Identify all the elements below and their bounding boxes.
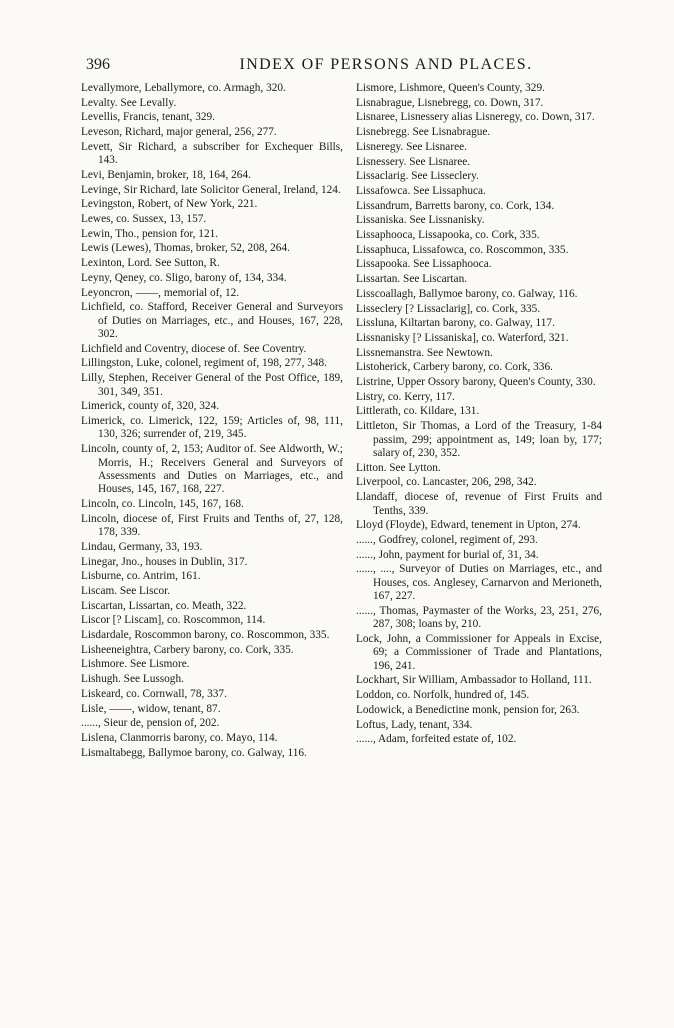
index-entry: Levalty. See Levally.	[81, 96, 177, 109]
index-entry: Lisnabrague, Lisnebregg, co. Down, 317.	[356, 96, 544, 109]
index-entry: Lissaphuca, Lissafowca, co. Roscommon, 335.	[356, 243, 569, 256]
index-entry: Loddon, co. Norfolk, hundred of, 145.	[356, 689, 530, 702]
index-entry: Lexinton, Lord. See Sutton, R.	[81, 257, 220, 270]
index-entry: Lilly, Stephen, Receiver General of the Post Office, 189, 301, 349, 351.	[81, 372, 343, 398]
index-entry: Lisscoallagh, Ballymoe barony, co. Galway, 116.	[356, 287, 578, 300]
index-entry: Lissandrum, Barretts barony, co. Cork, 134.	[356, 199, 555, 212]
index-entry: Lillingston, Luke, colonel, regiment of, 198, 277, 348.	[81, 357, 327, 370]
index-entry: Lewin, Tho., pension for, 121.	[81, 227, 219, 240]
index-entry: Littlerath, co. Kildare, 131.	[356, 405, 480, 418]
index-entry: Levellis, Francis, tenant, 329.	[81, 111, 215, 124]
index-entry: Lewis (Lewes), Thomas, broker, 52, 208, 264.	[81, 242, 290, 255]
index-entry: Lishmore. See Lismore.	[81, 658, 190, 671]
index-entry: Lismore, Lishmore, Queen's County, 329.	[356, 82, 545, 94]
index-entry: Lissaphooca, Lissapooka, co. Cork, 335.	[356, 229, 540, 242]
index-entry: Levallymore, Leballymore, co. Armagh, 320.	[81, 82, 286, 94]
index-entry: Lissafowca. See Lissaphuca.	[356, 184, 486, 197]
index-entry: Lisnessery. See Lisnaree.	[356, 155, 471, 168]
index-entry: Lishugh. See Lussogh.	[81, 673, 184, 686]
index-entry: Lodowick, a Benedictine monk, pension for, 263.	[356, 703, 580, 716]
index-entry: Lisnaree, Lisnessery alias Lisneregy, co. Down, 317.	[356, 111, 595, 124]
index-entry: Listrine, Upper Ossory barony, Queen's County, 330.	[356, 376, 596, 389]
index-entry: ......, ...., Surveyor of Duties on Marriages, etc., and Houses, cos. Anglesey, Carnarvon and Merioneth, 167, 227.	[356, 563, 602, 603]
index-entry: Listry, co. Kerry, 117.	[356, 390, 455, 403]
index-entry: Leveson, Richard, major general, 256, 277.	[81, 126, 277, 139]
index-entry: Lisle, ——, widow, tenant, 87.	[81, 702, 221, 715]
page-header	[86, 56, 606, 80]
index-entry: Lockhart, Sir William, Ambassador to Holland, 111.	[356, 674, 592, 687]
index-entry: Liskeard, co. Cornwall, 78, 337.	[81, 687, 227, 700]
index-entry: Liscartan, Lissartan, co. Meath, 322.	[81, 599, 247, 612]
index-entry: Lismaltabegg, Ballymoe barony, co. Galway, 116.	[81, 746, 307, 759]
index-entry: Lloyd (Floyde), Edward, tenement in Upton, 274.	[356, 519, 581, 532]
index-entry: Lichfield, co. Stafford, Receiver General and Surveyors of Duties on Marriages, etc., and Houses, 167, 228, 302.	[81, 301, 343, 341]
index-entry: Lissapooka. See Lissaphooca.	[356, 258, 492, 271]
index-entry: Lisnebregg. See Lisnabrague.	[356, 126, 491, 139]
index-entry: Limerick, co. Limerick, 122, 159; Articles of, 98, 111, 130, 326; surrender of, 219, 345.	[81, 414, 343, 441]
index-entry: Lincoln, co. Lincoln, 145, 167, 168.	[81, 498, 244, 511]
index-entry: Lisseclery [? Lissaclarig], co. Cork, 335.	[356, 302, 541, 315]
index-entry: Levinge, Sir Richard, late Solicitor General, Ireland, 124.	[81, 183, 341, 196]
index-entry: ......, Adam, forfeited estate of, 102.	[356, 733, 517, 746]
index-entry: ......, John, payment for burial of, 31, 34.	[356, 548, 539, 561]
index-entry: Lock, John, a Commissioner for Appeals in Excise, 69; a Commissioner of Trade and Plantations, 196, 241.	[356, 632, 602, 672]
index-entry: Lisheeneightra, Carbery barony, co. Cork, 335.	[81, 643, 294, 656]
index-entry: Lisdardale, Roscommon barony, co. Roscommon, 335.	[81, 629, 330, 642]
index-entry: Levett, Sir Richard, a subscriber for Exchequer Bills, 143.	[81, 140, 343, 167]
index-entry: Lislena, Clanmorris barony, co. Mayo, 114.	[81, 731, 278, 744]
index-entry: Leyny, Qeney, co. Sligo, barony of, 134, 334.	[81, 271, 287, 284]
index-column-left	[81, 82, 343, 761]
index-entry: Lincoln, county of, 2, 153; Auditor of. See Aldworth, W.; Morris, H.; Receivers General and Surveyors of Assessments and Duties on Marriages, etc., and Houses, 145, 167, 168, 227.	[81, 443, 343, 496]
index-entry: Linegar, Jno., houses in Dublin, 317.	[81, 555, 248, 568]
index-entry: ......, Godfrey, colonel, regiment of, 293.	[356, 533, 538, 546]
index-entry: Litton. See Lytton.	[356, 461, 441, 474]
index-entry: Liscor [? Liscam], co. Roscommon, 114.	[81, 614, 266, 627]
index-entry: Levingston, Robert, of New York, 221.	[81, 198, 258, 211]
index-entry: Lissluna, Kiltartan barony, co. Galway, 117.	[356, 317, 555, 330]
index-entry: Lichfield and Coventry, diocese of. See Coventry.	[81, 342, 307, 355]
index-entry: Llandaff, diocese of, revenue of First Fruits and Tenths, 339.	[356, 491, 602, 517]
index-entry: Liscam. See Liscor.	[81, 584, 171, 597]
index-entry: Listoherick, Carbery barony, co. Cork, 336.	[356, 361, 553, 374]
index-entry: Lisburne, co. Antrim, 161.	[81, 570, 201, 583]
index-entry: ......, Sieur de, pension of, 202.	[81, 717, 220, 730]
page-title: INDEX OF PERSONS AND PLACES.	[239, 56, 533, 73]
index-entry: Levi, Benjamin, broker, 18, 164, 264.	[81, 168, 251, 181]
index-entry: Lissnemanstra. See Newtown.	[356, 346, 493, 359]
index-entry: Lindau, Germany, 33, 193.	[81, 540, 203, 553]
index-entry: Lincoln, diocese of, First Fruits and Tenths of, 27, 128, 178, 339.	[81, 512, 343, 539]
page-number: 396	[86, 56, 110, 73]
index-column-right	[356, 82, 602, 748]
index-entry: Lisneregy. See Lisnaree.	[356, 140, 467, 153]
index-entry: Loftus, Lady, tenant, 334.	[356, 718, 473, 731]
index-entry: Lissaclarig. See Lisseclery.	[356, 170, 479, 183]
index-entry: Littleton, Sir Thomas, a Lord of the Treasury, 1-84 passim, 299; appointment as, 149; loan by, 177; salary of, 230, 352.	[356, 420, 602, 459]
index-entry: Lissartan. See Liscartan.	[356, 273, 468, 286]
index-entry: Lewes, co. Sussex, 13, 157.	[81, 213, 207, 226]
index-entry: Liverpool, co. Lancaster, 206, 298, 342.	[356, 476, 537, 489]
index-entry: Lissaniska. See Lissnanisky.	[356, 214, 485, 227]
index-entry: Leyoncron, ——, memorial of, 12.	[81, 286, 240, 299]
index-entry: Limerick, county of, 320, 324.	[81, 400, 220, 413]
index-entry: ......, Thomas, Paymaster of the Works, 23, 251, 276, 287, 308; loans by, 210.	[356, 604, 602, 631]
index-entry: Lissnanisky [? Lissaniska], co. Waterford, 321.	[356, 331, 569, 344]
